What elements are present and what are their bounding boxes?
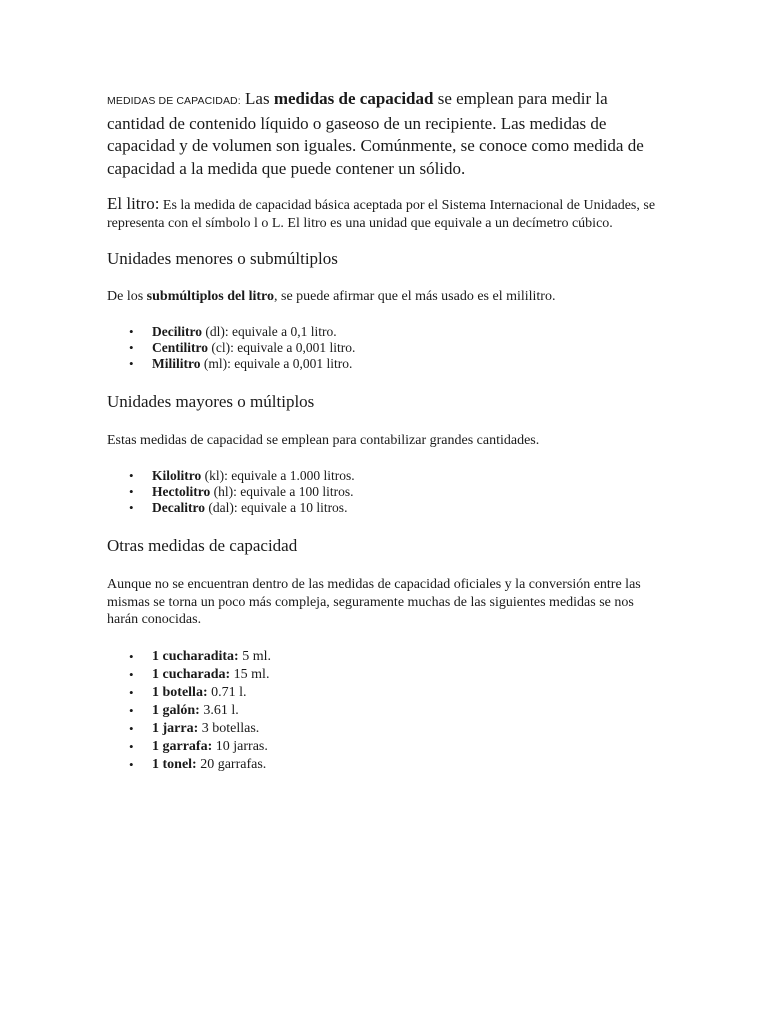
list-item-term: 1 botella: <box>152 684 208 700</box>
others-heading: Otras medidas de capacidad <box>107 536 298 556</box>
others-list <box>107 648 667 774</box>
list-item-term: Decilitro <box>152 323 202 339</box>
intro-text-before: Las <box>240 89 274 108</box>
list-item-text: (dl): equivale a 0,1 litro. <box>201 323 337 339</box>
list-item <box>107 738 667 756</box>
list-item <box>107 756 667 774</box>
list-item-text: (kl): equivale a 1.000 litros. <box>201 467 355 483</box>
list-item-term: 1 tonel: <box>152 756 197 772</box>
list-item-text: 5 ml. <box>238 648 271 664</box>
list-item-term: Mililitro <box>152 355 201 371</box>
submultiples-heading: Unidades menores o submúltiplos <box>107 249 338 268</box>
list-item-term: Hectolitro <box>152 483 211 499</box>
list-item-term: 1 cucharada: <box>152 666 231 682</box>
list-item <box>107 356 667 372</box>
list-item-term: 1 cucharadita: <box>152 648 239 664</box>
list-item-text: 15 ml. <box>230 666 270 682</box>
multiples-paragraph: Estas medidas de capacidad se emplean para contabilizar grandes cantidades. <box>107 433 540 449</box>
litro-text: Es la medida de capacidad básica aceptada por el Sistema Internacional de Unidades, se representa con el símbolo l o L. El litro es una unidad que equivale a un decímetro cúbico. <box>107 198 656 231</box>
list-item-term: Kilolitro <box>152 467 202 483</box>
submultiples-para-after: , se puede afirmar que el más usado es el mililitro. <box>274 289 556 304</box>
litro-lead: El litro: <box>107 194 160 213</box>
list-item <box>107 484 667 500</box>
intro-bold-term: medidas de capacidad <box>273 89 434 108</box>
list-item-text: 3.61 l. <box>199 702 239 718</box>
list-item-text: 0.71 l. <box>207 684 247 700</box>
list-item <box>107 324 667 340</box>
list-item <box>107 702 667 720</box>
list-item-text: 10 jarras. <box>212 738 268 754</box>
list-item-term: Decalitro <box>152 500 205 516</box>
intro-text-after: se emplean para medir la cantidad de contenido líquido o gaseoso de un recipiente. Las medidas de capacidad y de volumen son iguales. Comúnmente, se conoce como medida de capacidad a la medida que puede contener un sólido. <box>107 89 644 178</box>
list-item-text: (ml): equivale a 0,001 litro. <box>200 355 353 371</box>
list-item-text: (dal): equivale a 10 litros. <box>204 500 348 516</box>
submultiples-list <box>107 324 667 373</box>
list-item <box>107 666 667 684</box>
list-item-text: 3 botellas. <box>198 720 260 736</box>
list-item <box>107 340 667 356</box>
multiples-heading: Unidades mayores o múltiplos <box>107 392 315 412</box>
intro-paragraph <box>107 88 667 180</box>
litro-paragraph <box>107 195 667 233</box>
list-item-term: 1 jarra: <box>152 720 199 736</box>
list-item <box>107 500 667 516</box>
intro-caps-heading: MEDIDAS DE CAPACIDAD: <box>107 95 241 107</box>
list-item <box>107 648 667 666</box>
list-item <box>107 468 667 484</box>
list-item-text: 20 garrafas. <box>196 756 267 772</box>
multiples-list <box>107 468 667 517</box>
submultiples-para-bold: submúltiplos del litro <box>146 289 274 304</box>
list-item <box>107 684 667 702</box>
submultiples-para-before: De los <box>107 289 147 304</box>
list-item-term: 1 galón: <box>152 702 200 718</box>
list-item <box>107 720 667 738</box>
others-paragraph: Aunque no se encuentran dentro de las medidas de capacidad oficiales y la conversión entre las mismas se torna un poco más compleja, seguramente muchas de las siguientes medidas se nos harán conocidas. <box>107 577 641 628</box>
list-item-text: (hl): equivale a 100 litros. <box>210 483 354 499</box>
submultiples-paragraph <box>107 288 667 306</box>
list-item-term: Centilitro <box>152 339 208 355</box>
list-item-term: 1 garrafa: <box>152 738 213 754</box>
list-item-text: (cl): equivale a 0,001 litro. <box>208 339 356 355</box>
document-page <box>107 88 667 774</box>
